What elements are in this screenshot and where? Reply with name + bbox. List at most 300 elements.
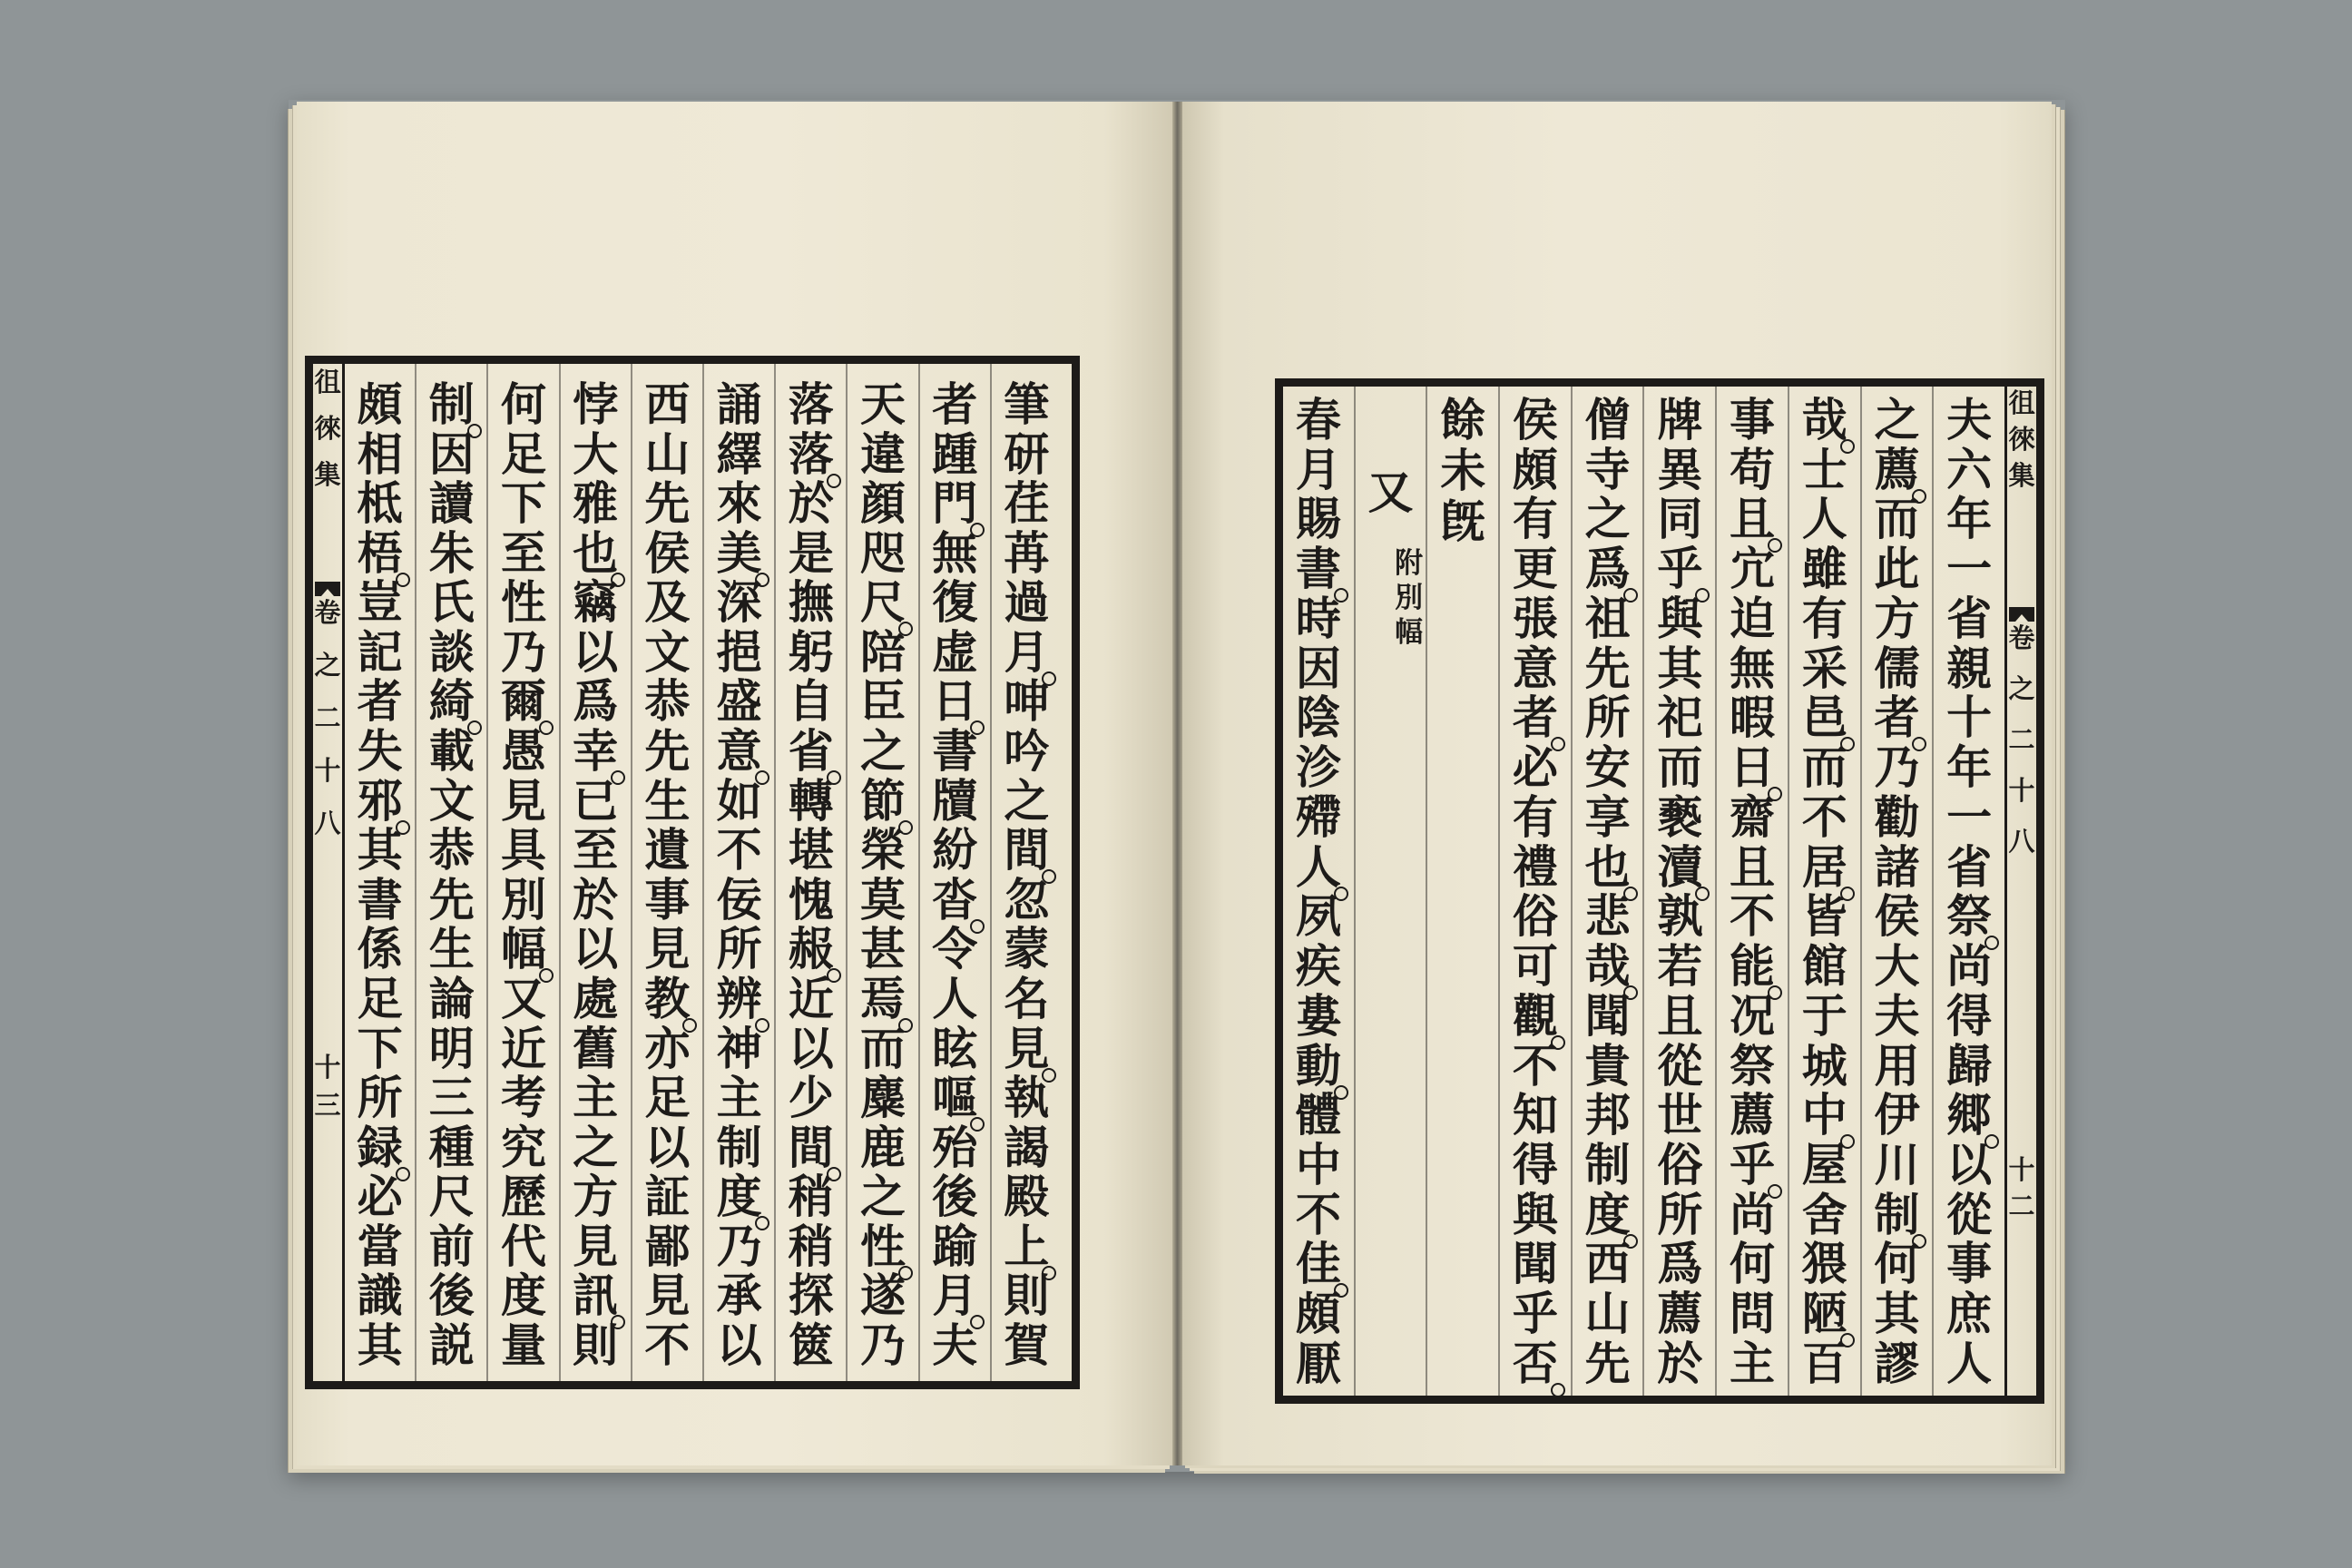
text-column	[559, 364, 631, 1381]
character: 從	[1946, 1187, 1993, 1241]
column-text	[632, 377, 702, 1372]
character: 日	[930, 677, 979, 726]
character: 爲	[1657, 1237, 1703, 1291]
character: 又	[500, 971, 546, 1025]
character: 日	[1728, 743, 1777, 792]
character: 年	[1946, 740, 1993, 795]
character: 大	[573, 426, 619, 481]
margin-strip	[2004, 387, 2036, 1396]
character: 士	[1801, 442, 1847, 496]
character: 而	[1657, 740, 1703, 795]
character: 大	[1874, 939, 1920, 994]
character: 麋	[859, 1071, 906, 1125]
character: 先	[644, 724, 691, 779]
character: 尚	[1946, 939, 1993, 994]
character: 也	[571, 529, 620, 578]
character: 陰	[1295, 691, 1341, 745]
text-column	[1354, 387, 1426, 1396]
text-column	[1571, 387, 1643, 1396]
character: 恭	[644, 674, 691, 729]
character: 中	[1800, 1091, 1849, 1140]
character: 誦	[716, 377, 762, 431]
character: 不	[1512, 1038, 1558, 1093]
character: 咫	[859, 525, 906, 580]
character: 代	[500, 1219, 546, 1273]
character: 堪	[788, 823, 834, 877]
character: 二	[2008, 724, 2035, 755]
character: 祖	[1584, 591, 1631, 645]
character: 辨	[715, 975, 764, 1024]
character: 嘔	[930, 1073, 979, 1122]
text-column	[1860, 387, 1933, 1396]
character: 稍	[788, 1219, 834, 1273]
character: 如	[716, 773, 762, 828]
character: 明	[428, 1021, 475, 1075]
character: 至	[500, 525, 546, 580]
character: 復	[932, 575, 978, 630]
spine-gutter	[1172, 102, 1182, 1465]
character: 幅	[1395, 616, 1424, 649]
character: 以	[644, 1120, 691, 1174]
character: 佳	[1294, 1240, 1343, 1289]
character: 以	[573, 922, 619, 976]
character: 世	[1657, 1088, 1703, 1142]
text-column	[846, 364, 917, 1381]
character: 書	[932, 724, 978, 779]
character: 間	[787, 1123, 836, 1172]
character: 別	[1395, 582, 1424, 614]
character: 沴	[1295, 740, 1341, 795]
character: 落	[788, 377, 834, 431]
character: 頗	[1295, 1287, 1341, 1341]
character: 其	[357, 823, 403, 877]
character: 頗	[357, 377, 403, 431]
character: 諸	[1874, 839, 1920, 894]
character: 尺	[428, 1170, 475, 1224]
character: 以	[573, 624, 619, 679]
text-column	[774, 364, 846, 1381]
character: 殆	[932, 1120, 978, 1174]
character: 之	[2008, 673, 2035, 704]
character: 徂	[314, 367, 341, 397]
character: 自	[788, 674, 834, 729]
character: 幅	[499, 925, 548, 974]
character: 見	[644, 1269, 691, 1323]
character: 與	[1657, 591, 1703, 645]
character: 制	[716, 1120, 762, 1174]
character: 也	[1583, 843, 1632, 892]
character: 梧	[356, 529, 405, 578]
fishtail-mark-icon	[315, 582, 340, 596]
character: 上	[1002, 1222, 1051, 1271]
character: 春	[1295, 393, 1341, 446]
character: 祭	[1945, 892, 1994, 941]
character: 以	[716, 1318, 762, 1372]
character: 夫	[932, 1318, 978, 1372]
character: 度	[500, 1269, 546, 1323]
character: 柢	[357, 476, 403, 531]
character: 識	[357, 1269, 403, 1323]
column-text	[920, 377, 990, 1372]
character: 三	[428, 1071, 475, 1125]
character: 是	[788, 525, 834, 580]
column-text	[704, 377, 774, 1372]
character: 教	[642, 975, 691, 1024]
character: 後	[932, 1170, 978, 1224]
volume-label	[313, 598, 342, 838]
character: 從	[1657, 1038, 1703, 1093]
text-column	[1788, 387, 1860, 1396]
character: 至	[573, 823, 619, 877]
volume-label	[2007, 623, 2036, 856]
character: 先	[644, 476, 691, 531]
character: 不	[644, 1318, 691, 1372]
character: 能	[1728, 942, 1777, 991]
character: 牌	[1657, 393, 1703, 446]
character: 且	[1657, 988, 1703, 1043]
character: 而	[1801, 740, 1847, 795]
character: 種	[428, 1120, 475, 1174]
character: 十	[314, 1052, 341, 1083]
character: 先	[1584, 1336, 1631, 1390]
character: 薦	[1872, 446, 1921, 495]
character: 門	[930, 479, 979, 528]
column-text	[488, 377, 558, 1372]
character: 邦	[1584, 1088, 1631, 1142]
character: 意	[715, 727, 764, 776]
character: 事	[1946, 1237, 1993, 1291]
character: 度	[1583, 1191, 1632, 1240]
character: 載	[428, 724, 475, 779]
character: 體	[1295, 1088, 1341, 1142]
character: 不	[1801, 789, 1847, 844]
character: 必	[1512, 740, 1558, 795]
character: 蒙	[1004, 922, 1050, 976]
character: 問	[1730, 1287, 1776, 1341]
character: 其	[357, 1318, 403, 1372]
character: 顔	[859, 476, 906, 531]
character: 郷	[1945, 1091, 1994, 1140]
character: 失	[357, 724, 403, 779]
character: 侯	[1512, 393, 1558, 446]
character: 足	[357, 971, 403, 1025]
character: 先	[1584, 641, 1631, 695]
character: 於	[1657, 1336, 1703, 1390]
character: 厭	[1295, 1336, 1341, 1390]
character: 莫	[859, 872, 906, 926]
character: 若	[1657, 939, 1703, 994]
character: 居	[1800, 843, 1849, 892]
character: 何	[1874, 1237, 1920, 1291]
text-columns	[345, 364, 1062, 1381]
character: 同	[1657, 492, 1703, 546]
character: 落	[787, 430, 836, 479]
character: 貴	[1584, 1038, 1631, 1093]
left-page	[297, 102, 1174, 1465]
character: 勸	[1874, 789, 1920, 844]
character: 近	[788, 971, 834, 1025]
punctuation-circle	[1551, 1383, 1565, 1397]
character: 時	[1295, 591, 1341, 645]
character: 遂	[859, 1269, 906, 1323]
character: 亦	[644, 1021, 691, 1075]
character: 百	[1801, 1336, 1847, 1390]
character: 伊	[1874, 1088, 1920, 1142]
character: 皆	[1801, 889, 1847, 944]
character: 方	[573, 1170, 619, 1224]
character: 歷	[500, 1170, 546, 1224]
character: 承	[716, 1269, 762, 1323]
character: 雅	[573, 476, 619, 531]
character: 見	[573, 1219, 619, 1273]
character: 哉	[1800, 396, 1849, 445]
character: 當	[357, 1219, 403, 1273]
character: 苟	[1730, 442, 1776, 496]
text-column	[345, 364, 415, 1381]
character: 夫	[1874, 988, 1920, 1043]
character: 量	[500, 1318, 546, 1372]
column-text	[1862, 393, 1933, 1390]
character: 生	[644, 773, 691, 828]
character: 鹿	[859, 1120, 906, 1174]
character: 事	[1730, 393, 1776, 446]
character: 得	[1946, 988, 1993, 1043]
character: 筆	[1004, 377, 1050, 431]
character: 其	[1657, 641, 1703, 695]
character: 二	[314, 702, 341, 733]
character: 殢	[1295, 789, 1341, 844]
character: 紛	[932, 823, 978, 877]
character: 不	[1295, 1187, 1341, 1241]
character: 所	[357, 1071, 403, 1125]
character: 則	[1004, 1269, 1050, 1323]
margin-strip	[313, 364, 345, 1381]
character: 屋	[1801, 1138, 1847, 1192]
character: 可	[1512, 939, 1558, 994]
character: 過	[1004, 575, 1050, 630]
character: 謬	[1874, 1336, 1920, 1390]
character: 讀	[428, 476, 475, 531]
character: 篋	[788, 1318, 834, 1372]
character: 夫	[1946, 393, 1993, 446]
character: 於	[573, 872, 619, 926]
character: 於	[788, 476, 834, 531]
character: 足	[500, 426, 546, 481]
character: 方	[1874, 591, 1920, 645]
character: 吟	[1004, 724, 1050, 779]
character: 聞	[1584, 988, 1631, 1043]
character: 所	[716, 922, 762, 976]
character: 異	[1657, 442, 1703, 496]
character: 川	[1874, 1138, 1920, 1192]
column-text	[1573, 393, 1643, 1390]
character: 十	[2008, 775, 2035, 806]
character: 未	[1440, 444, 1486, 497]
character: 先	[428, 872, 475, 926]
character: 卷	[2008, 622, 2035, 653]
column-text	[1500, 393, 1571, 1390]
character: 祭	[1730, 1038, 1776, 1093]
character: 月	[930, 1271, 979, 1320]
character: 考	[500, 1071, 546, 1125]
character: 沓	[930, 876, 979, 925]
character: 因	[1295, 641, 1341, 695]
character: 孰	[1657, 889, 1703, 944]
text-column	[486, 364, 558, 1381]
character: 其	[1874, 1287, 1920, 1341]
character: 庶	[1946, 1287, 1993, 1341]
character: 必	[357, 1170, 403, 1224]
character: 虚	[932, 624, 978, 679]
character: 與	[1512, 1187, 1558, 1241]
character: 瀆	[1655, 843, 1704, 892]
character: 挹	[716, 624, 762, 679]
character: 性	[858, 1222, 907, 1271]
character: 附	[1395, 547, 1424, 580]
character: 究	[500, 1120, 546, 1174]
character: 舊	[573, 1021, 619, 1075]
character: 愧	[788, 872, 834, 926]
character: 悲	[1584, 889, 1631, 944]
character: 安	[1584, 740, 1631, 795]
character: 哉	[1583, 942, 1632, 991]
text-column	[1715, 387, 1788, 1396]
character: 僧	[1584, 393, 1631, 446]
character: 悖	[573, 377, 619, 431]
character: 見	[1002, 1024, 1051, 1073]
character: 踰	[932, 1219, 978, 1273]
character: 動	[1294, 1042, 1343, 1091]
character: 人	[1294, 843, 1343, 892]
character: 觀	[1511, 992, 1560, 1041]
character: 且	[1728, 495, 1777, 544]
character: 躬	[788, 624, 834, 679]
character: 一	[1946, 542, 1993, 596]
character: 否	[1511, 1339, 1560, 1388]
character: 十	[1946, 691, 1993, 745]
character: 省	[1946, 591, 1993, 645]
character: 執	[1004, 1071, 1050, 1125]
character: 主	[573, 1071, 619, 1125]
character: 神	[716, 1021, 762, 1075]
character: 及	[644, 575, 691, 630]
character: 薦	[1657, 1287, 1703, 1341]
character: 俗	[1512, 889, 1558, 944]
page-number	[313, 1053, 342, 1120]
column-text	[776, 377, 846, 1372]
character: 禮	[1512, 839, 1558, 894]
character: 有	[1512, 789, 1558, 844]
character: 賜	[1295, 492, 1341, 546]
character: 意	[1512, 641, 1558, 695]
character: 中	[1295, 1138, 1341, 1192]
character: 間	[1002, 826, 1051, 875]
character: 侯	[644, 525, 691, 580]
character: 知	[1512, 1088, 1558, 1142]
character: 何	[500, 377, 546, 431]
character: 生	[428, 922, 475, 976]
character: 訊	[571, 1271, 620, 1320]
character: 天	[859, 377, 906, 431]
character: 説	[428, 1318, 475, 1372]
character: 以	[788, 1021, 834, 1075]
character: 邪	[356, 777, 405, 826]
character: 張	[1512, 591, 1558, 645]
character: 節	[858, 777, 907, 826]
character: 卷	[314, 597, 341, 628]
character: 書	[357, 872, 403, 926]
character: 相	[357, 426, 403, 481]
character: 因	[428, 426, 475, 481]
column-text	[1427, 393, 1498, 548]
text-column	[1642, 387, 1715, 1396]
character: 餘	[1440, 393, 1486, 446]
text-column	[1283, 387, 1354, 1396]
character: 甚	[859, 922, 906, 976]
character: 尚	[1730, 1187, 1776, 1241]
character: 親	[1946, 641, 1993, 695]
page-number	[2007, 1155, 2036, 1220]
character: 臣	[859, 674, 906, 729]
character: 薦	[1730, 1088, 1776, 1142]
character: 制	[1584, 1138, 1631, 1192]
character: 乃	[716, 1219, 762, 1273]
character: 近	[500, 1021, 546, 1075]
character: 無	[1730, 641, 1776, 695]
character: 乃	[1874, 740, 1920, 795]
character: 盛	[716, 674, 762, 729]
character: 享	[1584, 789, 1631, 844]
character: 齋	[1730, 789, 1776, 844]
text-column	[631, 364, 702, 1381]
character: 夙	[1295, 889, 1341, 944]
character: 深	[716, 575, 762, 630]
character: 性	[500, 575, 546, 630]
character: 遺	[644, 823, 691, 877]
character: 之	[1584, 492, 1631, 546]
character: 見	[500, 773, 546, 828]
character: 雖	[1801, 542, 1847, 596]
character: 名	[1004, 971, 1050, 1025]
character: 褻	[1657, 789, 1703, 844]
character: 者	[357, 674, 403, 729]
character: 邑	[1800, 693, 1849, 742]
character: 月	[1295, 442, 1341, 496]
column-text	[848, 377, 917, 1372]
character: 年	[1946, 492, 1993, 546]
character: 得	[1512, 1138, 1558, 1192]
character: 八	[314, 808, 341, 838]
character: 下	[357, 1021, 403, 1075]
character: 鄙	[644, 1219, 691, 1273]
character: 赧	[787, 925, 836, 974]
character: 六	[1946, 442, 1993, 496]
character: 者	[1872, 693, 1921, 742]
text-column	[918, 364, 990, 1381]
character: 所	[1584, 691, 1631, 745]
character: 眩	[932, 1021, 978, 1075]
character: 徠	[314, 413, 341, 444]
character: 違	[859, 426, 906, 481]
text-column	[990, 364, 1062, 1381]
character: 綺	[427, 677, 476, 726]
character: 采	[1801, 641, 1847, 695]
character: 所	[1657, 1187, 1703, 1241]
character: 足	[644, 1071, 691, 1125]
character: 又	[1367, 466, 1414, 519]
character: 館	[1801, 939, 1847, 994]
character: 忽	[1004, 872, 1050, 926]
